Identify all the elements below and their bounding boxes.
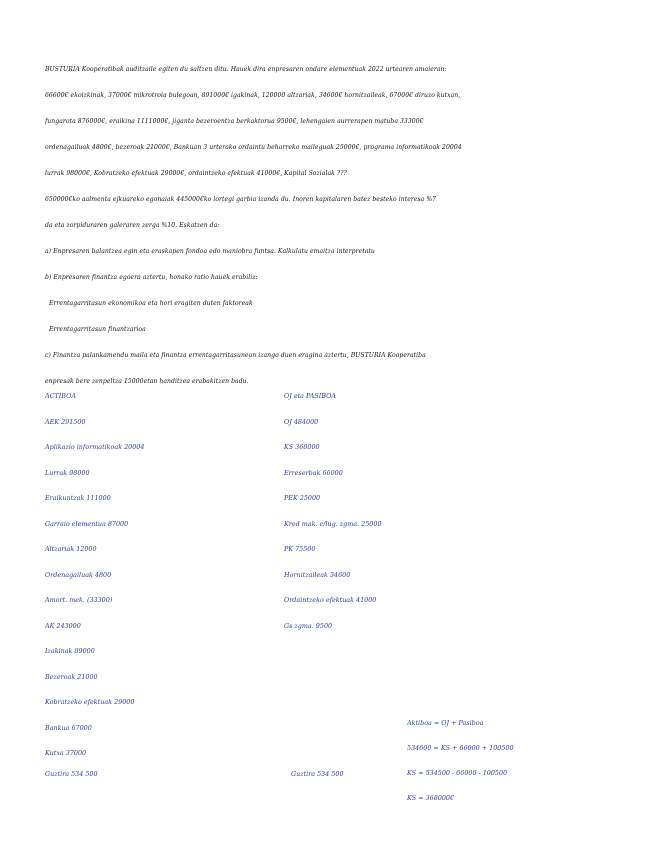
asset-row: AEK 291500 [45, 417, 86, 426]
question-a: a) Enpresaren balantzea egin eta eraskapen fondoa edo maniobra funtsa. Kalkulatu emaitza interpretatu [45, 248, 375, 255]
capital-calculation [407, 711, 607, 811]
equity-row: Erreserbak 66000 [284, 468, 343, 477]
question-b: b) Enpresaren finantza egoera aztertu, honako ratio hauek erabiliz: [45, 274, 258, 281]
asset-row: Bezeroak 21000 [45, 672, 98, 681]
liability-row: Hornitzaileak 34600 [284, 570, 351, 579]
question-b-item-2: Errentagarritasun finantzarioa [49, 326, 146, 333]
equity-row: KS 368000 [284, 443, 320, 451]
liability-row: Ordaintzeko efektuak 41000 [284, 596, 377, 604]
asset-row: Lurrak 98000 [45, 468, 90, 477]
equation-line: 534600 = KS + 66000 + 100500 [407, 744, 514, 752]
asset-row: Kobratzeko efektuak 29000 [45, 698, 135, 706]
liability-row: Kred mak. e/lug. zgma. 25000 [284, 519, 382, 528]
liability-row: Gs zgma. 9500 [284, 621, 333, 630]
asset-row: AK 243000 [45, 621, 81, 630]
liability-row: PK 75500 [284, 545, 316, 553]
asset-row: Aplikazio informatikoak 20004 [45, 443, 145, 451]
assets-total: Guztira 534 500 [45, 770, 98, 778]
question-b-item-1: Errentagarritasun ekonomikoa eta hori eragiten duten faktoreak [49, 300, 253, 307]
asset-row: Izakinak 89000 [45, 647, 95, 655]
equation-line: KS = 534500 - 66000 - 100500 [407, 769, 508, 777]
equation-result: KS = 368000€ [407, 794, 455, 802]
question-c-cont: enpresak bere zenpeltza 15000etan handitzea erabakitzen badu. [45, 378, 249, 385]
assets-column [45, 384, 265, 767]
equity-row: OJ 484000 [284, 417, 319, 426]
asset-row: Eraikuntzak 111000 [45, 494, 111, 502]
asset-row: Kutxa 37000 [45, 749, 87, 757]
equity-liabilities-column [284, 384, 514, 639]
problem-line-2: 66600€ ekoizkinak, 37000€ mikrotroia bulegoan, 891000€ igakinak, 120000 altzariak, 34600€ hornitzaileak, 67000€ diruzo kutxan, [45, 92, 461, 99]
asset-row: Ordenagailuak 4800 [45, 570, 112, 579]
assets-heading: ACTIBOA [45, 392, 76, 400]
problem-line-3: fungarota 876000€, eraikina 1111000€, jiganta bezeroentza berkaktorua 9500€, lehengaien aurrerapen matuba 33300€ [45, 118, 424, 125]
problem-line-7: da eta zorpiduraren galeraren zerga %10. Eskatzen da: [45, 222, 220, 229]
problem-line-6: 650000€ko aalmenta ejkuareko egonaiak 445000€ko lortegi garbia izanda du. Inoren kapitalaren batez besteko interesa %7 [45, 196, 437, 203]
problem-line-5: lurrak 98000€, Kobratzeko efektuak 29000€, ordaintzeko efektuak 41000€, Kapital Sozialak ??? [45, 170, 347, 177]
equation-line: Aktiboa = OJ + Pasiboa [407, 719, 484, 727]
asset-row: Bankua 67000 [45, 723, 92, 732]
problem-statement [45, 57, 635, 395]
asset-row: Garraio elementua 87000 [45, 519, 129, 528]
equity-liabilities-total: Guztira 534 500 [291, 770, 344, 778]
problem-line-4: ordenagailuak 4800€, bezeroak 21000€, Bankuan 3 urterako ordaintu beharreko maileguak 25000€, programa informatikoak 20004 [45, 144, 462, 151]
asset-row: Altzariak 12000 [45, 545, 97, 553]
asset-row: Amort. mek. (33300) [45, 596, 113, 604]
question-c: c) Finantza palankamendu maila eta finantza errentagarritasunean izango duen eragina aztertu, BUSTURIA Kooperatiba [45, 352, 426, 359]
liability-row: PEK 25000 [284, 494, 321, 502]
equity-heading: OJ eta PASIBOA [284, 392, 336, 400]
problem-line-1: BUSTURIA Kooperatibak auditzaile egiten du saltzen ditu. Hauek dira enpresaren ondare elementuak 2022 urtearen amaieran: [45, 66, 447, 73]
